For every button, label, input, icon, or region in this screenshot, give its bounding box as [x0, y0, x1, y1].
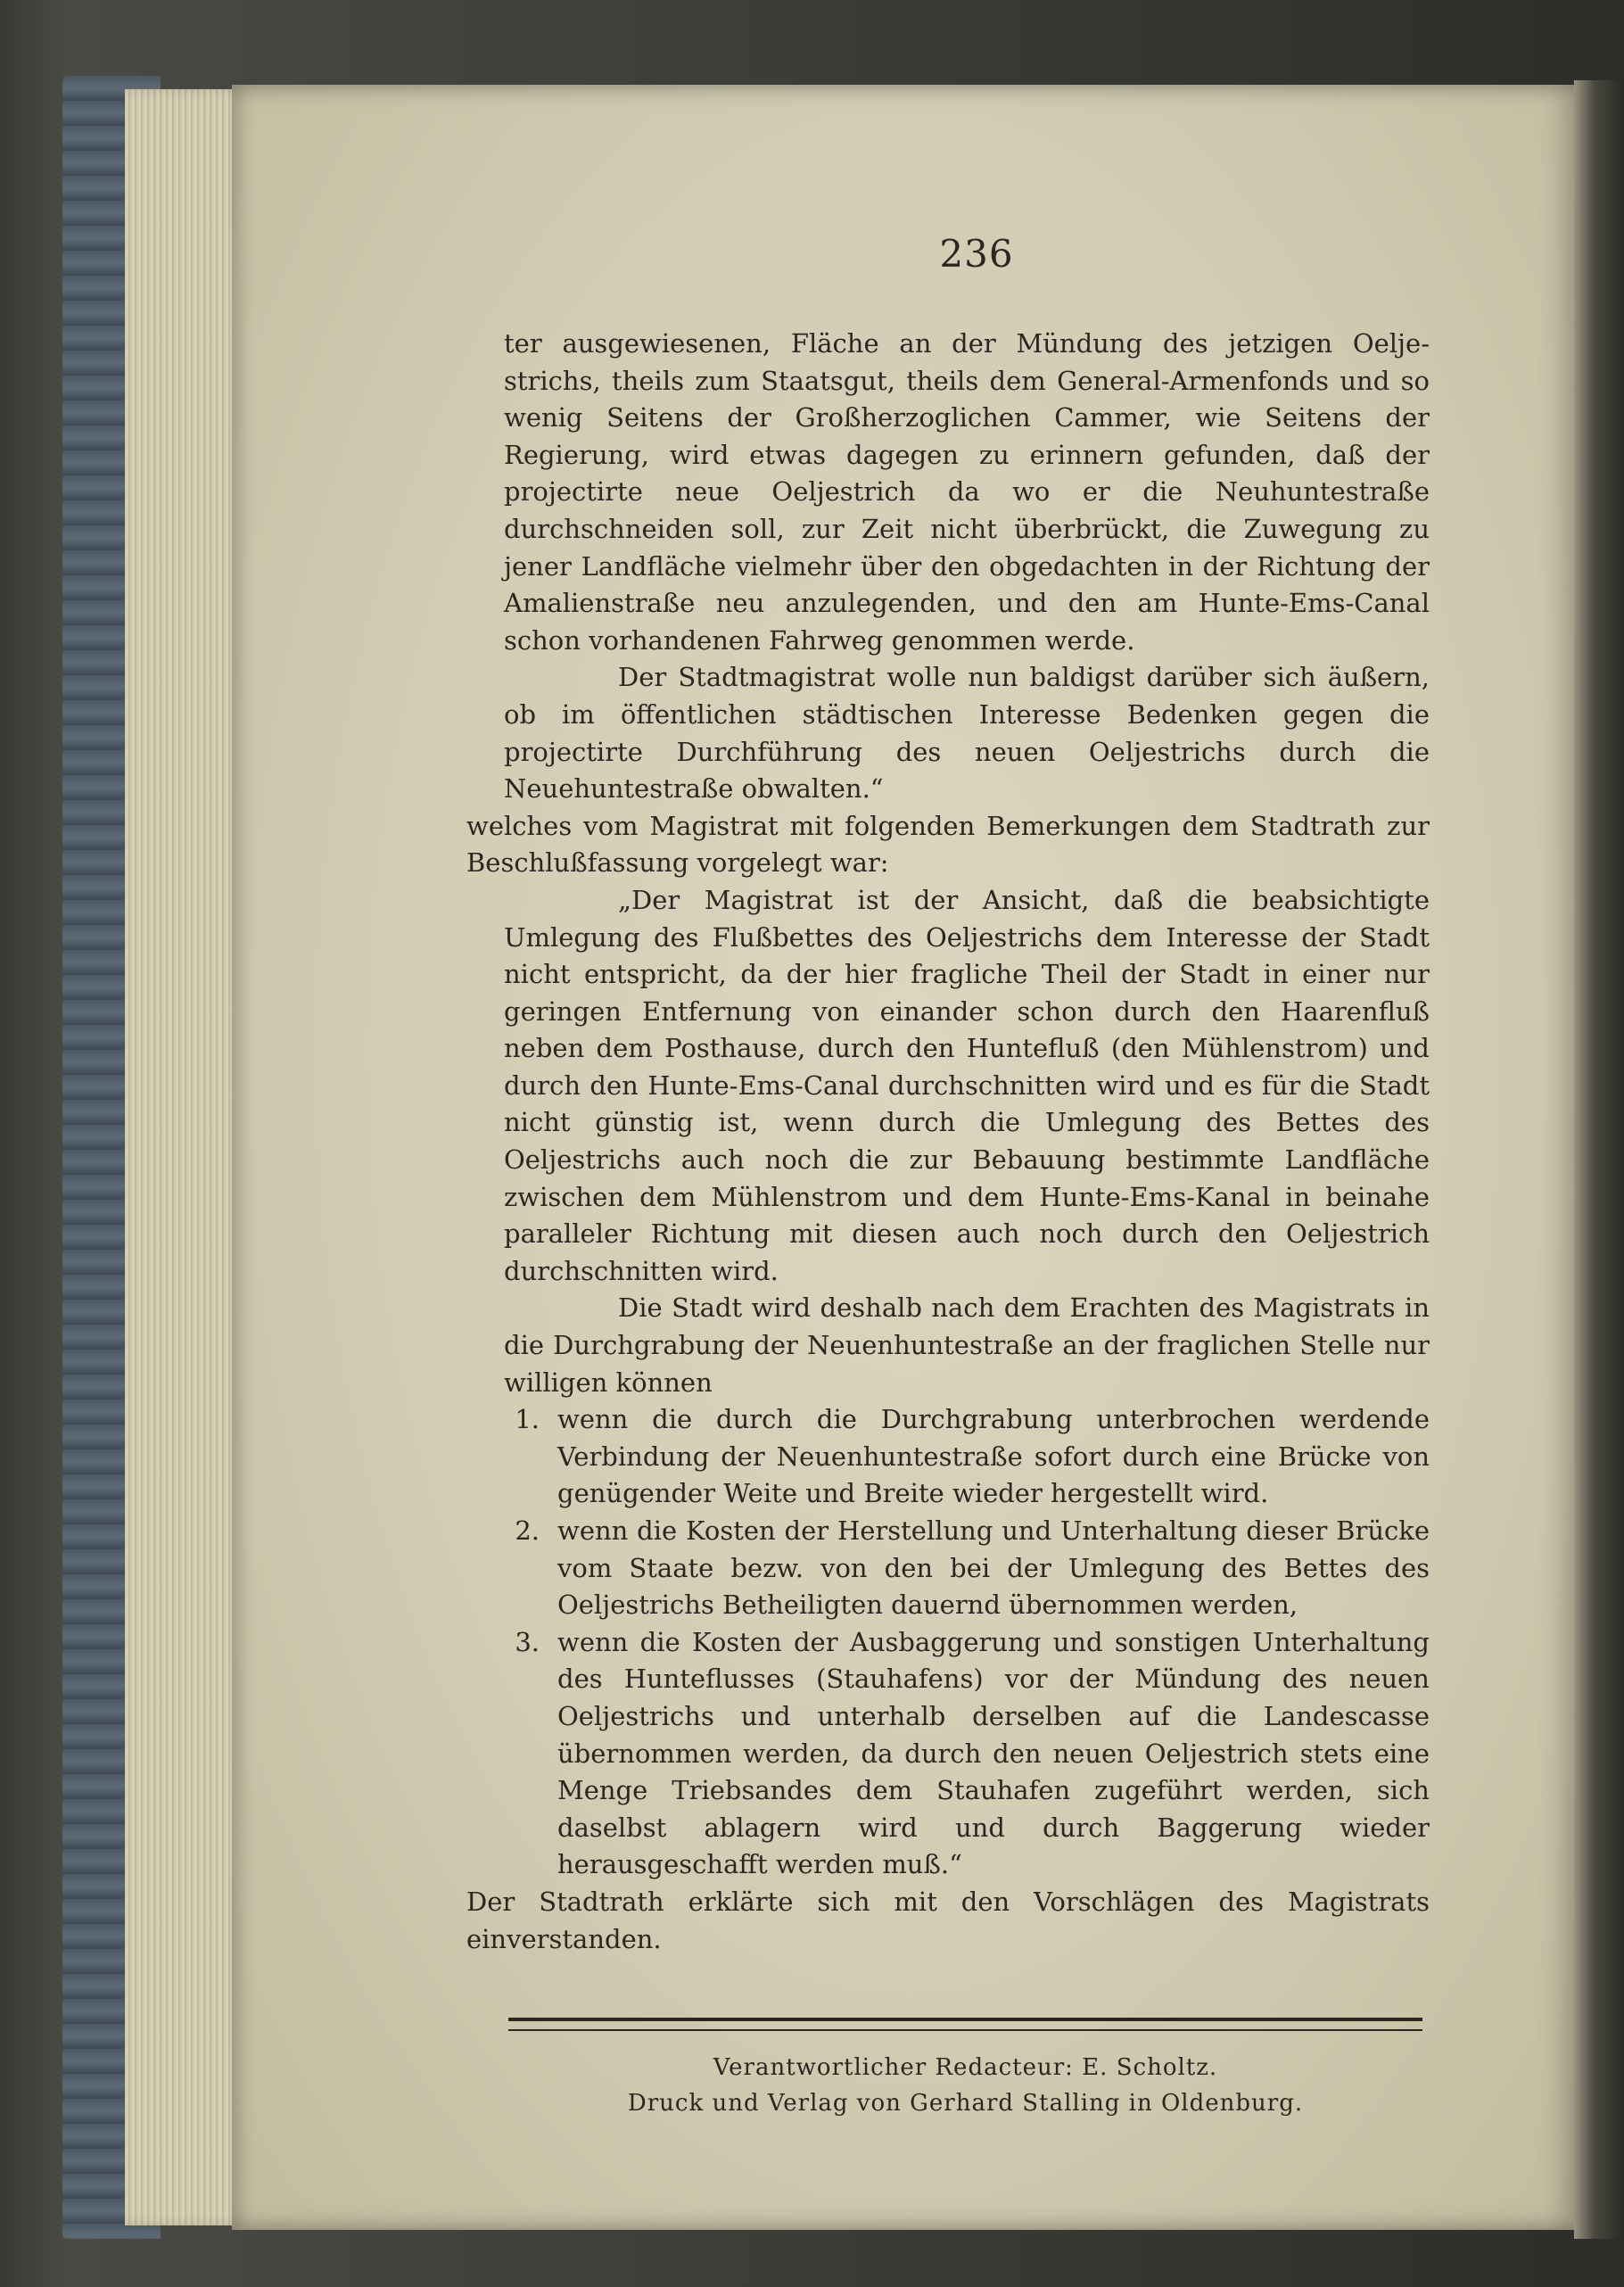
list-item — [504, 1401, 1430, 1513]
list-item-number: 2. — [515, 1515, 540, 1546]
list-item — [504, 1624, 1430, 1884]
printer-line: Druck und Verlag von Gerhard Stalling in Oldenburg. — [627, 2090, 1304, 2117]
page-stack-edges — [125, 89, 250, 2225]
page-number: 236 — [939, 232, 1014, 276]
list-item-number: 3. — [515, 1626, 540, 1657]
paragraph-magistrat-opinion: „Der Magistrat ist der Ansicht, daß die beabsichtigte Umlegung des Flußbettes des Oeljestrichs dem Interesse der Stadt nicht entspricht, da der hier fragliche Theil der Stadt in einer nur geringen Entfernung von einander schon durch den Haarenfluß neben dem Posthause, durch den Huntefluß (den Mühlenstrom) und durch den Hunte-Ems-Canal durchschnitten wird und es für die Stadt nicht günstig ist, wenn durch die Umlegung des Bettes des Oeljestrichs auch noch die zur Bebauung bestimmte Landfläche zwischen dem Mühlenstrom und dem Hunte-Ems-Kanal in beinahe paralleler Richtung mit diesen auch noch durch den Oeljestrich durchschnitten wird. — [504, 884, 1430, 1286]
list-item-number: 1. — [515, 1404, 540, 1435]
footer-rule — [508, 2018, 1422, 2031]
list-item-text: wenn die Kosten der Herstellung und Unterhaltung dieser Brücke vom Staate bezw. von den bei der Umlegung des Bettes des Oeljestrichs Betheiligten dauernd übernommen werden, — [557, 1515, 1430, 1621]
list-item — [504, 1513, 1430, 1624]
conditions-list — [504, 1401, 1430, 1884]
list-item-text: wenn die durch die Durchgrabung unterbrochen werdende Verbindung der Neuenhuntestraße sofort durch eine Brücke von genügender Weite und Breite wieder hergestellt wird. — [557, 1404, 1430, 1509]
book-gutter — [1574, 80, 1624, 2239]
closing-statement: Der Stadtrath erklärte sich mit den Vorschlägen des Magistrats einverstanden. — [466, 1886, 1430, 1954]
imprint-footer — [508, 2050, 1422, 2121]
paragraph-request: Der Stadtmagistrat wolle nun baldigst darüber sich äußern, ob im öffentlichen städtischen Interesse Bedenken gegen die projectirte Durchführung des neuen Oeljestrichs durch die Neuehuntestraße obwalten.“ — [504, 662, 1430, 805]
list-item-text: wenn die Kosten der Ausbaggerung und sonstigen Unterhaltung des Hunteflusses (Stauhafens) vor der Mündung des neuen Oeljestrichs und unterhalb derselben auf die Landescasse übernommen werden, da durch den neuen Oeljestrich stets eine Menge Triebsandes dem Stauhafen zugeführt werden, sich daselbst ablagern wird und durch Baggerung wieder herausgeschafft werden muß.“ — [557, 1626, 1430, 1880]
paragraph-continuation: ter ausgewiesenen, Fläche an der Mündung des jetzigen Oelje-strichs, theils zum Staatsgut, theils dem General-Armenfonds und so wenig Seitens der Großherzoglichen Cammer, wie Seitens der Regierung, wird etwas dagegen zu erinnern gefunden, daß der projectirte neue Oeljestrich da wo er die Neuhuntestraße durchschneiden soll, zur Zeit nicht überbrückt, die Zuwegung zu jener Landfläche vielmehr über den obgedachten in der Richtung der Amalienstraße neu anzulegenden, und den am Hunte-Ems-Canal schon vorhandenen Fahrweg genommen werde. — [504, 328, 1430, 656]
page-body — [466, 326, 1430, 1958]
editor-line: Verantwortlicher Redacteur: E. Scholtz. — [713, 2054, 1218, 2081]
paragraph-intro: welches vom Magistrat mit folgenden Bemerkungen dem Stadtrath zur Beschlußfassung vorgelegt war: — [466, 810, 1430, 879]
paragraph-conditions-intro: Die Stadt wird deshalb nach dem Erachten des Magistrats in die Durchgrabung der Neuenhuntestraße an der fraglichen Stelle nur willigen können — [504, 1292, 1430, 1398]
